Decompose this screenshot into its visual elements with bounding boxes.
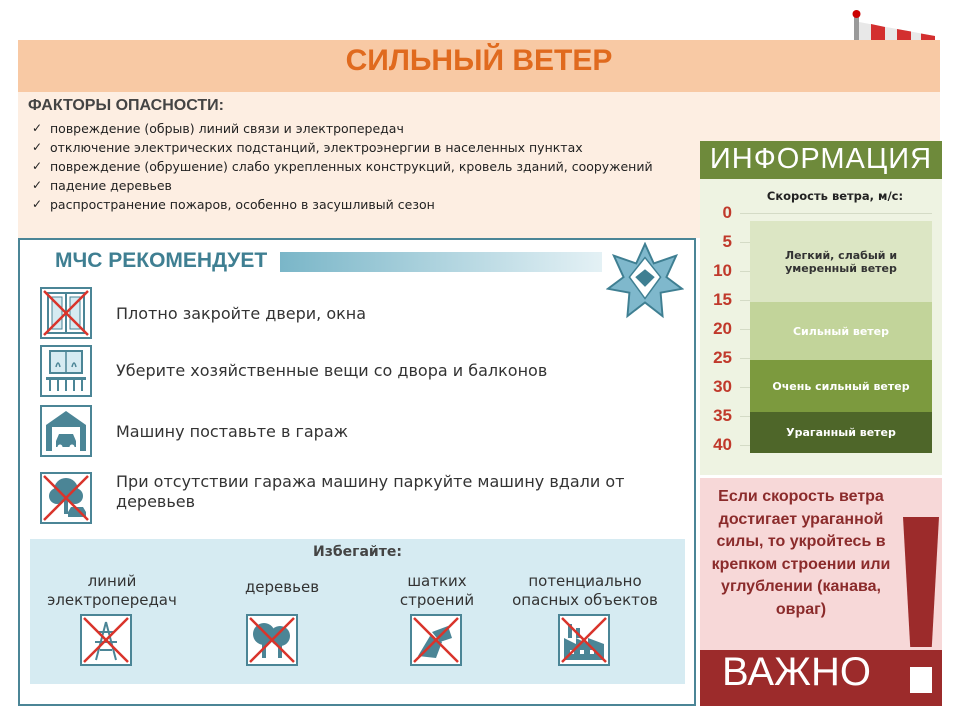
mchs-heading: МЧС РЕКОМЕНДУЕТ [55, 249, 268, 272]
factor-item: ✓ падение деревьев [32, 176, 692, 195]
scale-tick-label: 10 [713, 261, 732, 280]
factor-item: ✓ отключение электрических подстанций, электроэнергии в населенных пунктах [32, 138, 692, 157]
recommendation-garage: Машину поставьте в гараж [116, 422, 349, 441]
scale-tick-line [740, 213, 932, 214]
info-title: ИНФОРМАЦИЯ [709, 143, 933, 175]
factor-item: ✓ повреждение (обрушение) слабо укрепленных конструкций, кровель зданий, сооружений [32, 157, 692, 176]
wind-zone: Очень сильный ветер [750, 360, 932, 412]
factors-heading: ФАКТОРЫ ОПАСНОСТИ: [28, 97, 224, 114]
recommendation-close-windows: Плотно закройте двери, окна [116, 304, 367, 323]
power-line-icon [80, 614, 132, 666]
avoid-label-unstable-buildings: шатких строений [399, 572, 475, 609]
scale-tick-label: 0 [722, 203, 732, 222]
tree-car-icon [40, 472, 92, 524]
window-icon [40, 287, 92, 339]
wind-speed-title: Скорость ветра, м/с: [766, 189, 904, 203]
scale-tick-label: 5 [722, 232, 732, 251]
factor-item: ✓ распространение пожаров, особенно в засушливый сезон [32, 195, 692, 214]
factors-list [32, 119, 692, 214]
scale-tick-label: 40 [713, 435, 732, 454]
avoid-heading: Избегайте: [313, 544, 402, 560]
important-label: ВАЖНО [722, 650, 871, 694]
wind-zone: Сильный ветер [750, 302, 932, 360]
wind-zone: Легкий, слабый и умеренный ветер [750, 221, 932, 302]
trees-icon [246, 614, 298, 666]
balcony-icon [40, 345, 92, 397]
recommendation-remove-items: Уберите хозяйственные вещи со двора и балконов [116, 361, 548, 380]
scale-tick-label: 25 [713, 348, 732, 367]
scale-tick-label: 30 [713, 377, 732, 396]
avoid-label-trees: деревьев [244, 578, 320, 596]
unstable-building-icon [410, 614, 462, 666]
avoid-label-power-lines: линий электропередач [47, 572, 177, 609]
scale-tick-label: 20 [713, 319, 732, 338]
scale-tick-label: 15 [713, 290, 732, 309]
factor-item: ✓ повреждение (обрыв) линий связи и электропередач [32, 119, 692, 138]
exclamation-dot [910, 667, 932, 693]
avoid-label-dangerous-objects: потенциально опасных объектов [512, 572, 658, 609]
garage-car-icon [40, 405, 92, 457]
recommendation-park-away: При отсутствии гаража машину паркуйте машину вдали от деревьев [116, 472, 625, 511]
page-title: СИЛЬНЫЙ ВЕТЕР [345, 44, 613, 77]
wind-zone: Ураганный ветер [750, 412, 932, 453]
important-text: Если скорость ветра достигает ураганной силы, то укройтесь в крепком строении или углублении (канава, овраг) [711, 488, 891, 618]
factory-icon [558, 614, 610, 666]
scale-tick-label: 35 [713, 406, 732, 425]
mchs-heading-bar [280, 252, 602, 272]
